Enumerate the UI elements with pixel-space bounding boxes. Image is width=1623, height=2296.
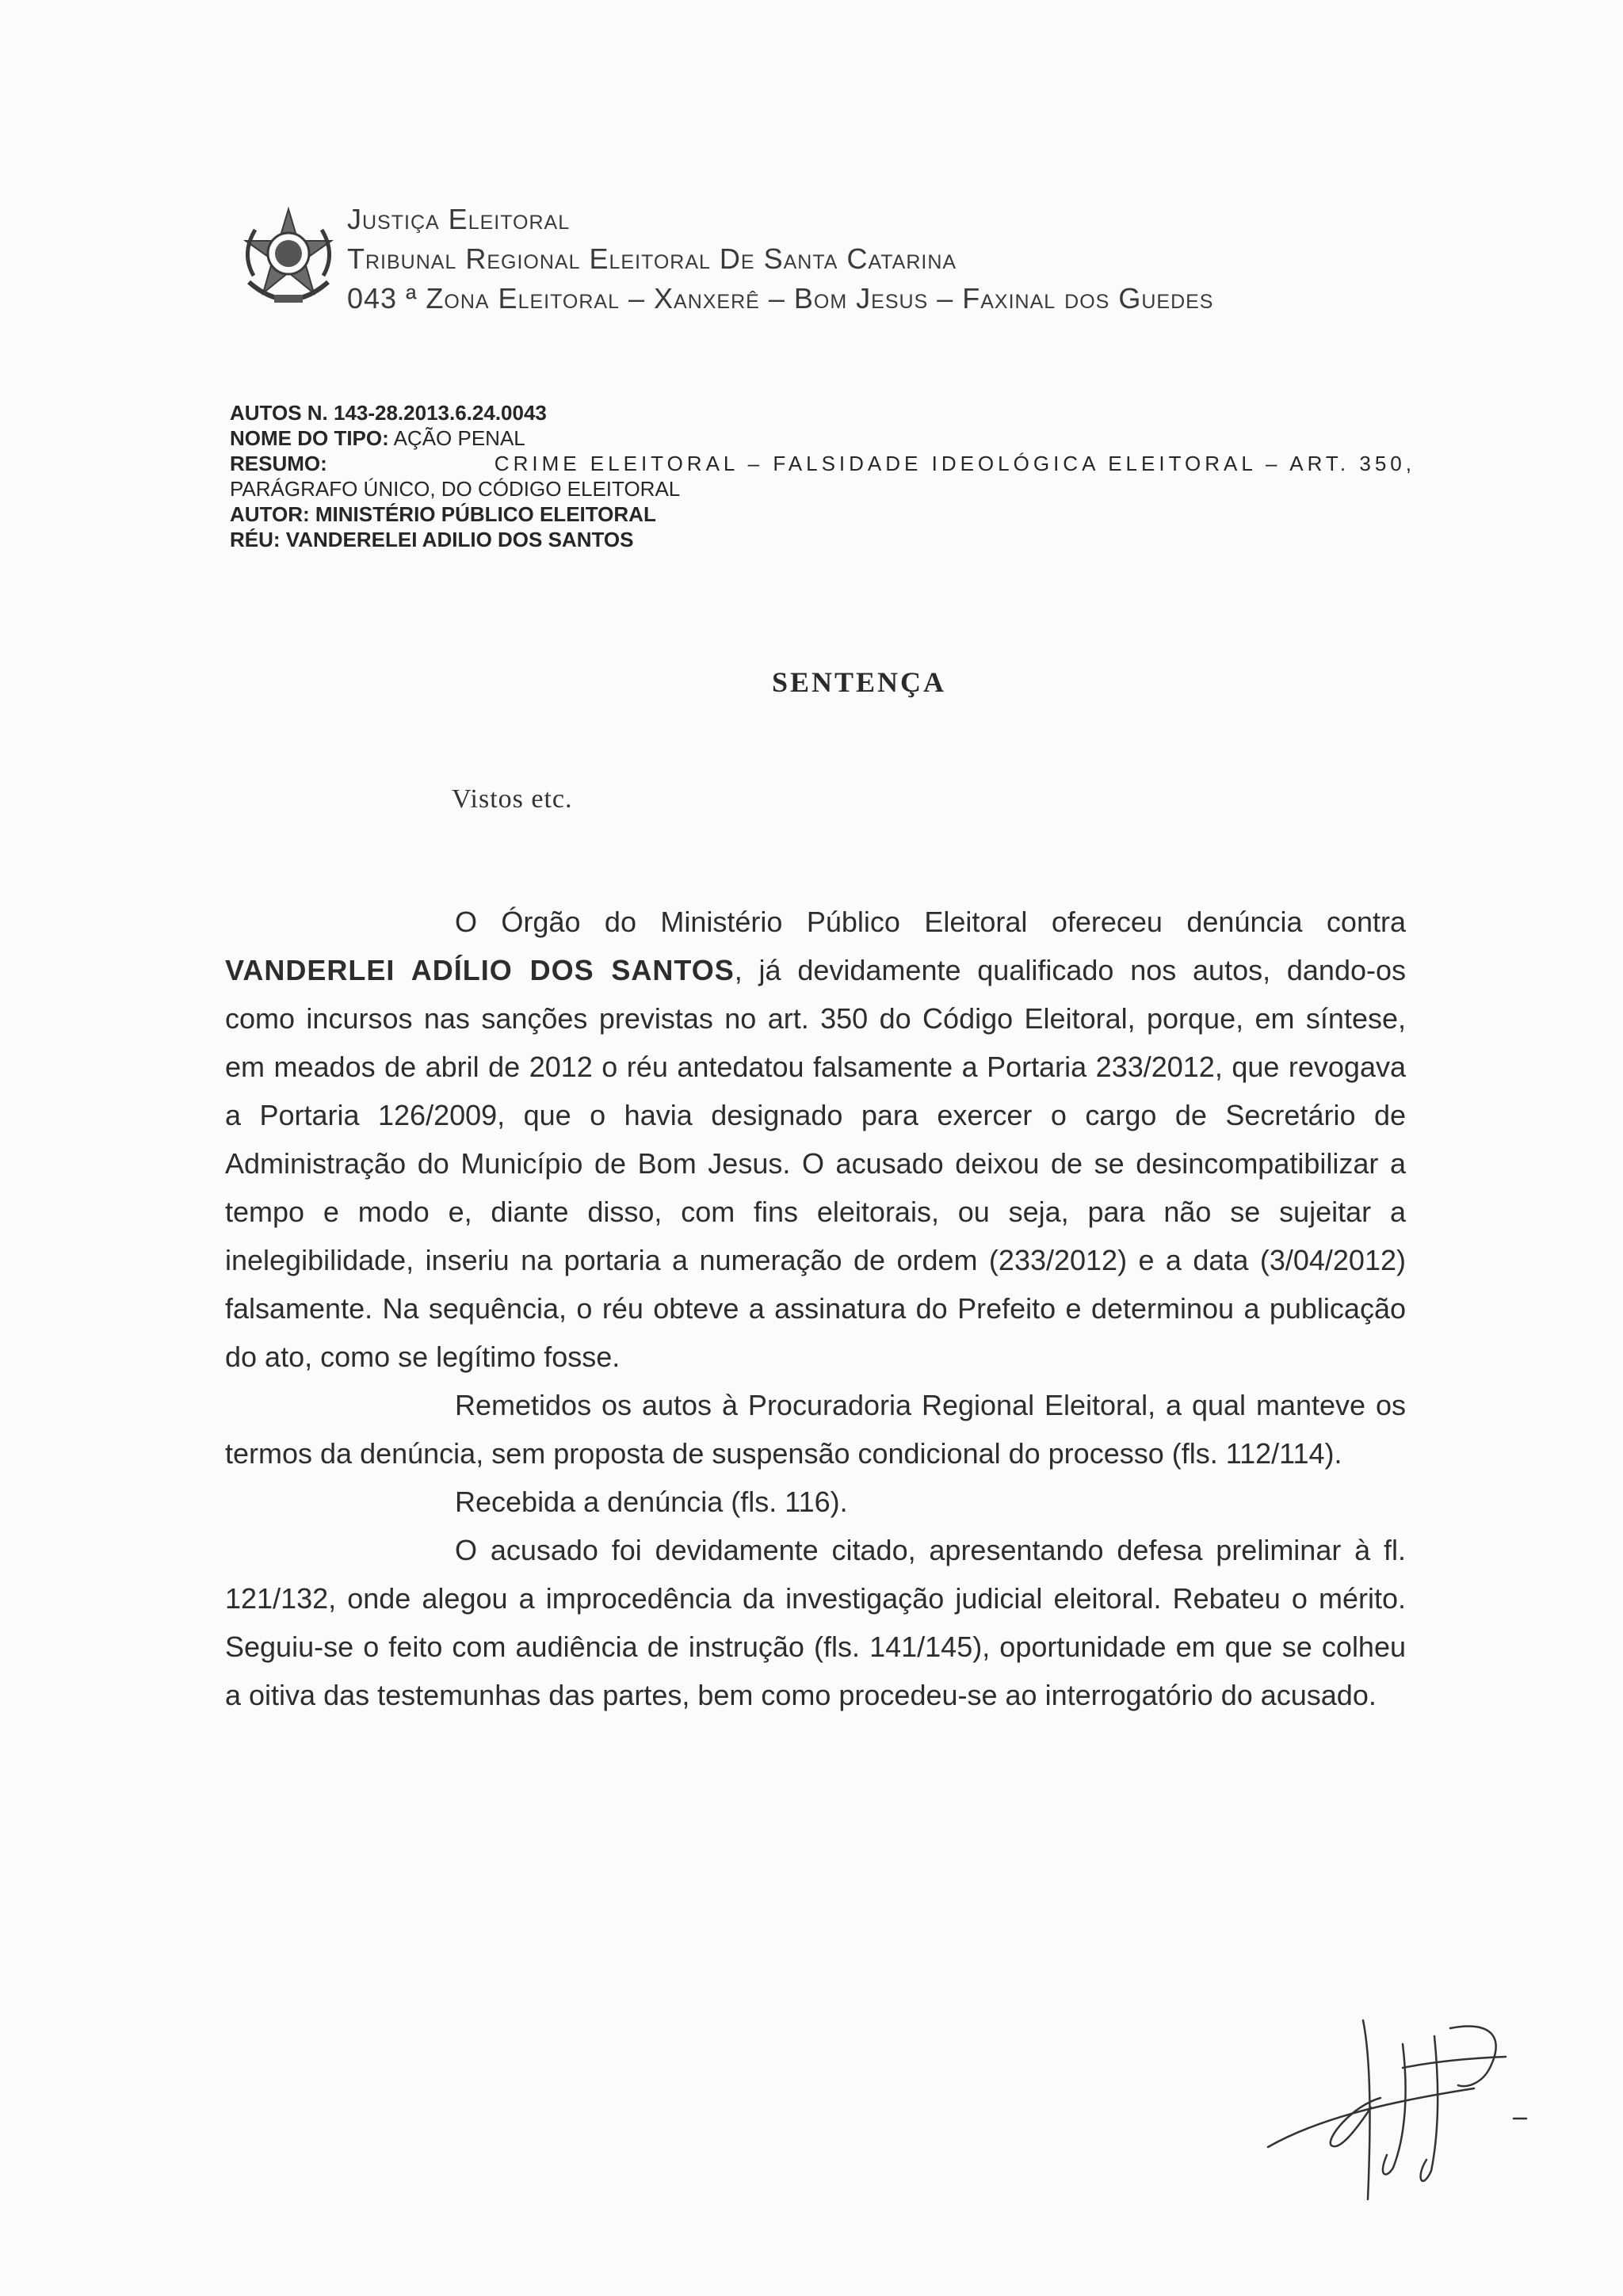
opening-formula: Vistos etc.: [452, 784, 573, 814]
paragraph-denuncia-received: Recebida a denúncia (fls. 116).: [455, 1486, 848, 1518]
paragraph-accusation-text: , já devidamente qualificado nos autos, dando-os como incursos nas sanções previstas no art. 350 do Código Eleitoral, porque, em síntese, em meados de abril de 2012 o réu antedatou falsamente a Portaria 233/2012, que revogava a Portaria 126/2009, que o havia designado para exercer o cargo de Secretário de Administração do Município de Bom Jesus. O acusado deixou de se desincompatibilizar a tempo e modo e, diante disso, com fins eleitorais, ou seja, para não se sujeitar a inelegibilidade, inseriu na portaria a numeração de ordem (233/2012) e a data (3/04/2012) falsamente. Na sequência, o réu obteve a assinatura do Prefeito e determinou a publicação do ato, como se legítimo fosse.: [225, 954, 1406, 1373]
defendant-name: VANDERLEI ADÍLIO DOS SANTOS: [225, 954, 735, 986]
case-author: AUTOR: MINISTÉRIO PÚBLICO ELEITORAL: [230, 502, 656, 526]
case-metadata: [230, 400, 1419, 552]
case-type-label: NOME DO TIPO:: [230, 426, 389, 450]
court-header: [238, 200, 1347, 326]
header-zone: 043 ª Zona Eleitoral – Xanxerê – Bom Jesus – Faxinal dos Guedes: [347, 282, 1214, 315]
paragraph-accusation: [225, 898, 1406, 1381]
case-defendant: RÉU: VANDERELEI ADILIO DOS SANTOS: [230, 528, 634, 551]
case-summary-label: RESUMO:: [230, 452, 327, 475]
case-summary-value: CRIME ELEITORAL – FALSIDADE IDEOLÓGICA ELEITORAL – ART. 350,: [494, 452, 1415, 475]
case-summary-continued: PARÁGRAFO ÚNICO, DO CÓDIGO ELEITORAL: [230, 477, 681, 501]
handwritten-signature: [1252, 2012, 1537, 2210]
paragraph-defense: O acusado foi devidamente citado, apresentando defesa preliminar à fl. 121/132, onde alegou a improcedência da investigação judicial eleitoral. Rebateu o mérito. Seguiu-se o feito com audiência de instrução (fls. 141/145), oportunidade em que se colheu a oitiva das testemunhas das partes, bem como procedeu-se ao interrogatório do acusado.: [225, 1534, 1406, 1711]
case-type-value: AÇÃO PENAL: [388, 426, 525, 450]
header-institution: Justiça Eleitoral: [347, 203, 571, 235]
paragraph-procuradoria: Remetidos os autos à Procuradoria Regional Eleitoral, a qual manteve os termos da denúncia, sem proposta de suspensão condicional do processo (fls. 112/114).: [225, 1389, 1406, 1470]
paragraph-accusation-intro: O Órgão do Ministério Público Eleitoral ofereceu denúncia contra: [455, 906, 1406, 938]
case-summary: [230, 451, 1419, 476]
sentence-body: [225, 898, 1406, 1719]
document-title-text: SENTENÇA: [771, 666, 947, 698]
brazil-coat-of-arms-seal: [238, 206, 339, 314]
header-tribunal: Tribunal Regional Eleitoral De Santa Catarina: [347, 242, 957, 275]
document-title: [0, 666, 1623, 699]
case-type: [230, 425, 1419, 451]
case-number: AUTOS N. 143-28.2013.6.24.0043: [230, 401, 547, 425]
